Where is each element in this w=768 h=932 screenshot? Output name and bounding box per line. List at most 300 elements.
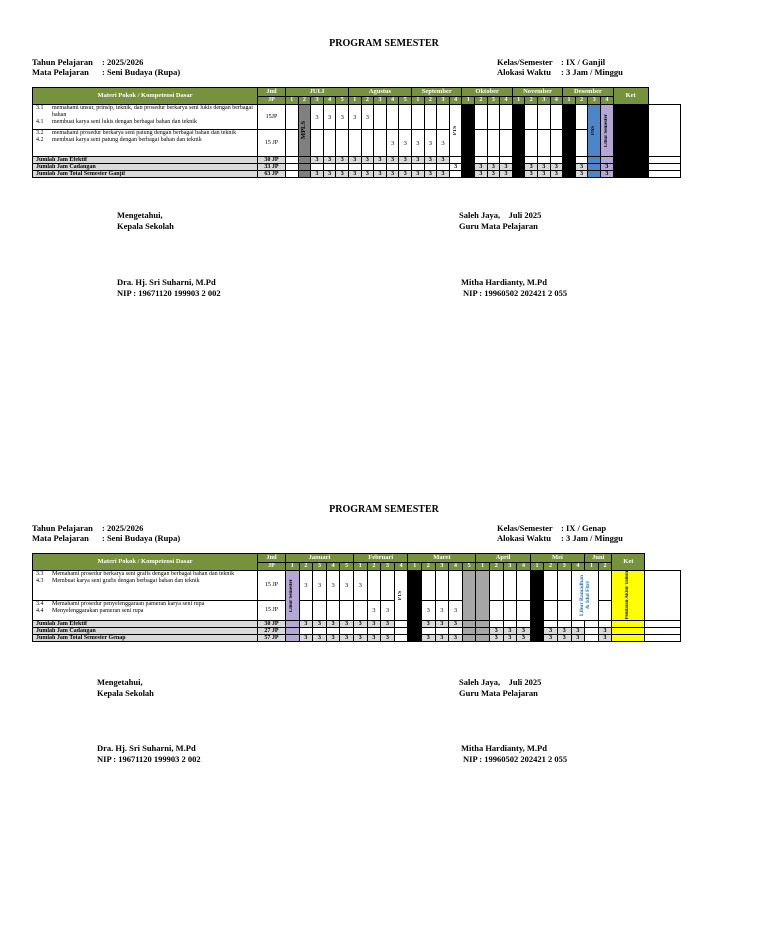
week-cell bbox=[394, 634, 408, 641]
week-number: 2 bbox=[598, 563, 612, 571]
week-cell bbox=[367, 627, 381, 634]
month-header: November bbox=[512, 88, 562, 97]
week-cell bbox=[462, 627, 476, 634]
week-cell: 3 bbox=[475, 171, 488, 178]
kelas-label: Kelas/Semester bbox=[497, 523, 553, 533]
kd-text: memahami prosedur berkarya seni patung dengan berbagai bahan dan teknik bbox=[52, 130, 237, 136]
month-header: Januari bbox=[286, 554, 354, 563]
week-cell: 3 bbox=[571, 634, 585, 641]
week-cell bbox=[353, 627, 367, 634]
kd-text: Membuat karya seni grafis dengan berbagai bahan dan teknik bbox=[52, 577, 200, 584]
summary-jp: 30 JP bbox=[258, 620, 286, 627]
week-cell bbox=[476, 620, 490, 627]
week-cell: 3 bbox=[353, 571, 367, 601]
week-cell: 3 bbox=[311, 157, 324, 164]
week-cell bbox=[361, 164, 374, 171]
week-cell bbox=[575, 105, 588, 130]
week-cell bbox=[367, 571, 381, 601]
week-cell: 3 bbox=[323, 105, 336, 130]
week-cell bbox=[489, 571, 503, 601]
week-cell bbox=[298, 164, 311, 171]
mapel-label: Mata Pelajaran bbox=[32, 67, 89, 77]
sign-left-role: Kepala Sekolah bbox=[97, 688, 154, 698]
week-cell: 3 bbox=[386, 157, 399, 164]
pts-cell bbox=[449, 105, 462, 157]
week-cell: 3 bbox=[311, 105, 324, 130]
week-cell bbox=[475, 105, 488, 130]
week-cell bbox=[336, 130, 349, 157]
week-cell: 3 bbox=[386, 130, 399, 157]
ket-cell bbox=[648, 164, 680, 171]
week-number: 4 bbox=[550, 97, 563, 105]
week-cell bbox=[412, 164, 425, 171]
week-cell bbox=[588, 164, 601, 171]
week-cell: 3 bbox=[323, 157, 336, 164]
alokasi-waktu bbox=[497, 533, 623, 543]
week-cell: 3 bbox=[449, 634, 463, 641]
libur-semester-cell bbox=[286, 571, 300, 621]
week-number: 4 bbox=[386, 97, 399, 105]
week-number: 5 bbox=[462, 563, 476, 571]
week-number: 2 bbox=[489, 563, 503, 571]
week-cell bbox=[557, 620, 571, 627]
week-cell bbox=[424, 105, 437, 130]
week-cell: 3 bbox=[550, 171, 563, 178]
month-header: Maret bbox=[408, 554, 476, 563]
mapel-value: : Seni Budaya (Rupa) bbox=[102, 67, 181, 77]
week-cell bbox=[476, 634, 490, 641]
week-cell: 3 bbox=[412, 157, 425, 164]
materi-cell bbox=[33, 130, 258, 157]
teacher-nip: NIP : 19960502 202421 2 055 bbox=[463, 288, 568, 298]
table-row bbox=[33, 571, 681, 601]
week-number: 4 bbox=[326, 563, 340, 571]
week-cell bbox=[530, 634, 544, 641]
week-cell: 3 bbox=[489, 634, 503, 641]
week-number: 1 bbox=[476, 563, 490, 571]
week-cell: 3 bbox=[313, 620, 327, 627]
jp-cell: 15 JP bbox=[258, 571, 286, 601]
week-cell bbox=[340, 600, 354, 620]
week-cell bbox=[475, 157, 488, 164]
week-cell: 3 bbox=[449, 600, 463, 620]
week-cell: 3 bbox=[437, 157, 450, 164]
week-cell bbox=[575, 157, 588, 164]
week-cell bbox=[286, 627, 300, 634]
week-number: 5 bbox=[399, 97, 412, 105]
week-cell: 3 bbox=[422, 600, 436, 620]
alokasi-label: Alokasi Waktu bbox=[497, 533, 551, 543]
week-cell: 3 bbox=[422, 620, 436, 627]
jp-cell: 15JP bbox=[258, 105, 286, 130]
week-cell: 3 bbox=[487, 164, 500, 171]
summary-row bbox=[33, 157, 681, 164]
week-cell: 3 bbox=[326, 571, 340, 601]
week-cell bbox=[598, 620, 612, 627]
week-cell: 3 bbox=[353, 634, 367, 641]
week-cell bbox=[598, 571, 612, 601]
week-cell: 3 bbox=[340, 571, 354, 601]
summary-jp: 57 JP bbox=[258, 634, 286, 641]
week-cell: 3 bbox=[361, 171, 374, 178]
kd-text: Memahami prosedur berkarya seni grafis dengan berbagai bahan dan teknik bbox=[52, 571, 235, 577]
week-cell bbox=[512, 164, 525, 171]
week-cell: 3 bbox=[538, 164, 551, 171]
week-cell: 3 bbox=[336, 171, 349, 178]
week-cell bbox=[500, 157, 513, 164]
kd-number: 4.3 bbox=[36, 577, 44, 584]
week-cell bbox=[588, 171, 601, 178]
table-row bbox=[33, 130, 681, 157]
week-number: 3 bbox=[503, 563, 517, 571]
week-cell: 3 bbox=[601, 171, 614, 178]
week-cell bbox=[286, 164, 299, 171]
sign-left bbox=[117, 210, 174, 232]
week-cell bbox=[613, 105, 648, 157]
materi-cell bbox=[33, 600, 258, 620]
week-cell: 3 bbox=[517, 634, 531, 641]
week-cell bbox=[340, 627, 354, 634]
materi-cell bbox=[33, 571, 258, 601]
week-cell bbox=[437, 164, 450, 171]
week-cell: 3 bbox=[399, 130, 412, 157]
teacher-nip: NIP : 19960502 202421 2 055 bbox=[463, 754, 568, 764]
week-cell bbox=[575, 130, 588, 157]
week-cell bbox=[462, 105, 475, 157]
kd-text: membuat karya seni lukis dengan berbagai bahan dan teknik bbox=[52, 118, 197, 125]
week-cell: 3 bbox=[449, 620, 463, 627]
kd-number: 4.4 bbox=[36, 607, 44, 614]
kd-text: Memahami prosedur penyelenggaraan pameran karya seni rupa bbox=[52, 600, 205, 607]
week-cell: 3 bbox=[557, 627, 571, 634]
week-cell bbox=[408, 627, 422, 634]
header-jp: JP bbox=[258, 97, 286, 105]
summary-label: Jumlah Jam Total Semester Ganjil bbox=[33, 171, 258, 178]
sign-left-name-block bbox=[97, 743, 201, 765]
week-cell bbox=[435, 571, 449, 601]
week-cell: 3 bbox=[367, 634, 381, 641]
week-cell bbox=[585, 627, 599, 634]
week-cell bbox=[449, 627, 463, 634]
week-number: 4 bbox=[449, 563, 463, 571]
week-cell bbox=[476, 627, 490, 634]
table-row bbox=[33, 105, 681, 130]
week-cell bbox=[435, 627, 449, 634]
header-ket: Ket bbox=[612, 554, 645, 571]
week-cell bbox=[374, 105, 387, 130]
kd-number: 3.3 bbox=[36, 571, 44, 577]
kd-number: 3.2 bbox=[36, 130, 44, 136]
kelas-semester bbox=[497, 523, 606, 533]
week-cell bbox=[557, 571, 571, 601]
week-cell bbox=[313, 627, 327, 634]
week-cell bbox=[424, 164, 437, 171]
week-number: 4 bbox=[517, 563, 531, 571]
week-number: 3 bbox=[487, 97, 500, 105]
week-cell bbox=[563, 157, 576, 164]
header-jml: Jml bbox=[258, 88, 286, 97]
week-number: 3 bbox=[374, 97, 387, 105]
week-cell bbox=[612, 634, 645, 641]
week-cell bbox=[386, 164, 399, 171]
sign-left-line: Mengetahui, bbox=[97, 677, 143, 687]
kelas-value: : IX / Ganjil bbox=[561, 57, 606, 67]
tahun-pelajaran bbox=[32, 523, 143, 533]
week-cell bbox=[557, 600, 571, 620]
summary-row bbox=[33, 620, 681, 627]
week-cell: 3 bbox=[437, 130, 450, 157]
week-cell bbox=[571, 620, 585, 627]
week-cell bbox=[361, 130, 374, 157]
week-number: 1 bbox=[512, 97, 525, 105]
month-header: Desember bbox=[563, 88, 613, 97]
week-cell bbox=[408, 620, 422, 627]
week-cell bbox=[538, 157, 551, 164]
week-cell: 3 bbox=[367, 620, 381, 627]
week-cell bbox=[588, 157, 601, 164]
week-cell bbox=[612, 620, 645, 627]
month-header: Februari bbox=[353, 554, 407, 563]
jp-cell: 15 JP bbox=[258, 600, 286, 620]
month-header: Agustus bbox=[349, 88, 412, 97]
page-title: PROGRAM SEMESTER bbox=[329, 504, 439, 515]
libur-semester-cell bbox=[601, 105, 614, 157]
sign-right-role: Guru Mata Pelajaran bbox=[459, 688, 538, 698]
week-cell bbox=[476, 571, 490, 621]
kd-number: 4.1 bbox=[36, 118, 44, 125]
principal-name: Dra. Hj. Sri Suharni, M.Pd bbox=[97, 743, 196, 753]
week-number: 3 bbox=[437, 97, 450, 105]
week-number: 3 bbox=[538, 97, 551, 105]
week-cell: 3 bbox=[386, 171, 399, 178]
week-cell: 3 bbox=[435, 600, 449, 620]
jp-cell: 15 JP bbox=[258, 130, 286, 157]
week-number: 1 bbox=[462, 97, 475, 105]
month-header: Juni bbox=[585, 554, 612, 563]
week-cell bbox=[353, 600, 367, 620]
week-number: 3 bbox=[588, 97, 601, 105]
week-number: 2 bbox=[475, 97, 488, 105]
ket-cell bbox=[645, 627, 681, 634]
week-cell bbox=[585, 634, 599, 641]
header-jp: JP bbox=[258, 563, 286, 571]
week-cell: 3 bbox=[326, 620, 340, 627]
principal-nip: NIP : 19671120 199903 2 002 bbox=[97, 754, 201, 764]
sign-left-line: Mengetahui, bbox=[117, 210, 163, 220]
week-cell: 3 bbox=[550, 164, 563, 171]
week-number: 1 bbox=[286, 97, 299, 105]
week-cell: 3 bbox=[381, 634, 395, 641]
week-cell bbox=[412, 105, 425, 130]
week-number: 4 bbox=[601, 97, 614, 105]
week-cell bbox=[550, 157, 563, 164]
header-ket: Ket bbox=[613, 88, 648, 105]
week-number: 2 bbox=[422, 563, 436, 571]
week-cell: 3 bbox=[575, 164, 588, 171]
week-number: 4 bbox=[500, 97, 513, 105]
week-cell bbox=[544, 620, 558, 627]
week-cell bbox=[408, 634, 422, 641]
header-jml: Jml bbox=[258, 554, 286, 563]
kd-number: 4.2 bbox=[36, 136, 44, 143]
week-number: 3 bbox=[557, 563, 571, 571]
week-cell bbox=[475, 130, 488, 157]
week-cell bbox=[286, 130, 299, 157]
week-cell bbox=[326, 600, 340, 620]
week-cell: 3 bbox=[525, 164, 538, 171]
week-cell bbox=[525, 157, 538, 164]
week-cell bbox=[374, 130, 387, 157]
week-cell bbox=[500, 130, 513, 157]
summary-label: Jumlah Jam Efektif bbox=[33, 620, 258, 627]
page-title: PROGRAM SEMESTER bbox=[329, 38, 439, 49]
week-cell bbox=[408, 571, 422, 621]
week-cell: 3 bbox=[313, 571, 327, 601]
week-cell bbox=[462, 164, 475, 171]
tahun-label: Tahun Pelajaran bbox=[32, 57, 93, 67]
week-number: 3 bbox=[381, 563, 395, 571]
kd-number: 3.1 bbox=[36, 105, 44, 111]
header-materi: Materi Pokok / Kompetensi Dasar bbox=[33, 554, 258, 571]
week-cell bbox=[299, 600, 313, 620]
week-cell bbox=[598, 600, 612, 620]
week-cell bbox=[563, 164, 576, 171]
tahun-value: : 2025/2026 bbox=[102, 523, 144, 533]
month-header: Oktober bbox=[462, 88, 512, 97]
week-cell bbox=[311, 130, 324, 157]
week-cell: 3 bbox=[435, 634, 449, 641]
week-cell bbox=[525, 105, 538, 130]
week-cell bbox=[503, 620, 517, 627]
ket-cell bbox=[648, 171, 680, 178]
tahun-pelajaran bbox=[32, 57, 143, 67]
week-cell: 3 bbox=[412, 130, 425, 157]
week-cell bbox=[487, 157, 500, 164]
week-cell bbox=[585, 620, 599, 627]
week-number: 3 bbox=[311, 97, 324, 105]
week-cell bbox=[550, 105, 563, 130]
week-cell bbox=[286, 620, 300, 627]
week-cell: 3 bbox=[544, 634, 558, 641]
libur-label: Libur Semester bbox=[289, 578, 295, 612]
week-cell bbox=[612, 627, 645, 634]
week-cell: 3 bbox=[412, 171, 425, 178]
sign-left bbox=[97, 677, 154, 699]
tahun-value: : 2025/2026 bbox=[102, 57, 144, 67]
week-cell bbox=[462, 157, 475, 164]
week-number: 1 bbox=[353, 563, 367, 571]
week-cell bbox=[550, 130, 563, 157]
sign-right-name-block bbox=[461, 277, 567, 299]
week-cell: 3 bbox=[353, 620, 367, 627]
week-cell bbox=[374, 164, 387, 171]
week-cell bbox=[326, 627, 340, 634]
week-cell bbox=[613, 157, 648, 164]
summary-row bbox=[33, 634, 681, 641]
week-cell bbox=[538, 130, 551, 157]
ket-cell bbox=[648, 157, 680, 164]
summary-jp: 33 JP bbox=[258, 164, 286, 171]
week-cell: 3 bbox=[374, 157, 387, 164]
week-cell: 3 bbox=[544, 627, 558, 634]
week-cell bbox=[323, 130, 336, 157]
program-semester-table bbox=[32, 553, 681, 642]
week-cell bbox=[286, 157, 299, 164]
week-cell bbox=[336, 164, 349, 171]
semester-genap-section bbox=[0, 466, 768, 932]
libur-ramadhan-cell bbox=[571, 571, 598, 621]
sign-left-name-block bbox=[117, 277, 221, 299]
week-cell bbox=[349, 130, 362, 157]
week-cell: 3 bbox=[326, 634, 340, 641]
week-cell: 3 bbox=[367, 600, 381, 620]
sign-right bbox=[459, 677, 541, 699]
pas-cell bbox=[588, 105, 601, 157]
week-cell: 3 bbox=[449, 164, 462, 171]
alokasi-waktu bbox=[497, 67, 623, 77]
week-cell bbox=[437, 105, 450, 130]
week-cell: 3 bbox=[323, 171, 336, 178]
week-number: 2 bbox=[298, 97, 311, 105]
week-cell: 3 bbox=[381, 620, 395, 627]
summary-jp: 63 JP bbox=[258, 171, 286, 178]
week-cell bbox=[500, 105, 513, 130]
week-cell: 3 bbox=[424, 130, 437, 157]
week-cell: 3 bbox=[489, 627, 503, 634]
week-cell bbox=[530, 571, 544, 621]
week-cell bbox=[525, 130, 538, 157]
week-cell bbox=[394, 627, 408, 634]
mata-pelajaran bbox=[32, 533, 180, 543]
week-cell: 3 bbox=[349, 157, 362, 164]
week-cell: 3 bbox=[299, 571, 313, 601]
week-number: 1 bbox=[563, 97, 576, 105]
summary-label: Jumlah Jam Total Semester Genap bbox=[33, 634, 258, 641]
week-cell: 3 bbox=[487, 171, 500, 178]
week-cell: 3 bbox=[311, 171, 324, 178]
week-cell bbox=[613, 164, 648, 171]
sign-left-role: Kepala Sekolah bbox=[117, 221, 174, 231]
week-cell bbox=[489, 600, 503, 620]
week-cell: 3 bbox=[557, 634, 571, 641]
week-cell: 3 bbox=[424, 171, 437, 178]
week-cell: 3 bbox=[525, 171, 538, 178]
week-cell: 3 bbox=[598, 627, 612, 634]
week-number: 4 bbox=[323, 97, 336, 105]
materi-cell bbox=[33, 105, 258, 130]
week-cell bbox=[298, 171, 311, 178]
week-cell bbox=[489, 620, 503, 627]
week-cell: 3 bbox=[374, 171, 387, 178]
alokasi-value: : 3 Jam / Minggu bbox=[561, 67, 623, 77]
mapel-value: : Seni Budaya (Rupa) bbox=[102, 533, 181, 543]
pts-label: PTS bbox=[452, 125, 458, 136]
week-number: 3 bbox=[435, 563, 449, 571]
week-cell: 3 bbox=[340, 620, 354, 627]
week-cell bbox=[512, 157, 525, 164]
week-cell: 3 bbox=[399, 171, 412, 178]
week-cell bbox=[462, 634, 476, 641]
week-cell: 3 bbox=[361, 105, 374, 130]
kd-number: 3.4 bbox=[36, 600, 44, 607]
kd-text: Menyelenggarakan pameran seni rupa bbox=[52, 607, 144, 614]
summary-label: Jumlah Jam Efektif bbox=[33, 157, 258, 164]
program-semester-table bbox=[32, 87, 681, 178]
week-cell bbox=[286, 634, 300, 641]
week-number: 1 bbox=[408, 563, 422, 571]
week-cell: 3 bbox=[361, 157, 374, 164]
mata-pelajaran bbox=[32, 67, 180, 77]
